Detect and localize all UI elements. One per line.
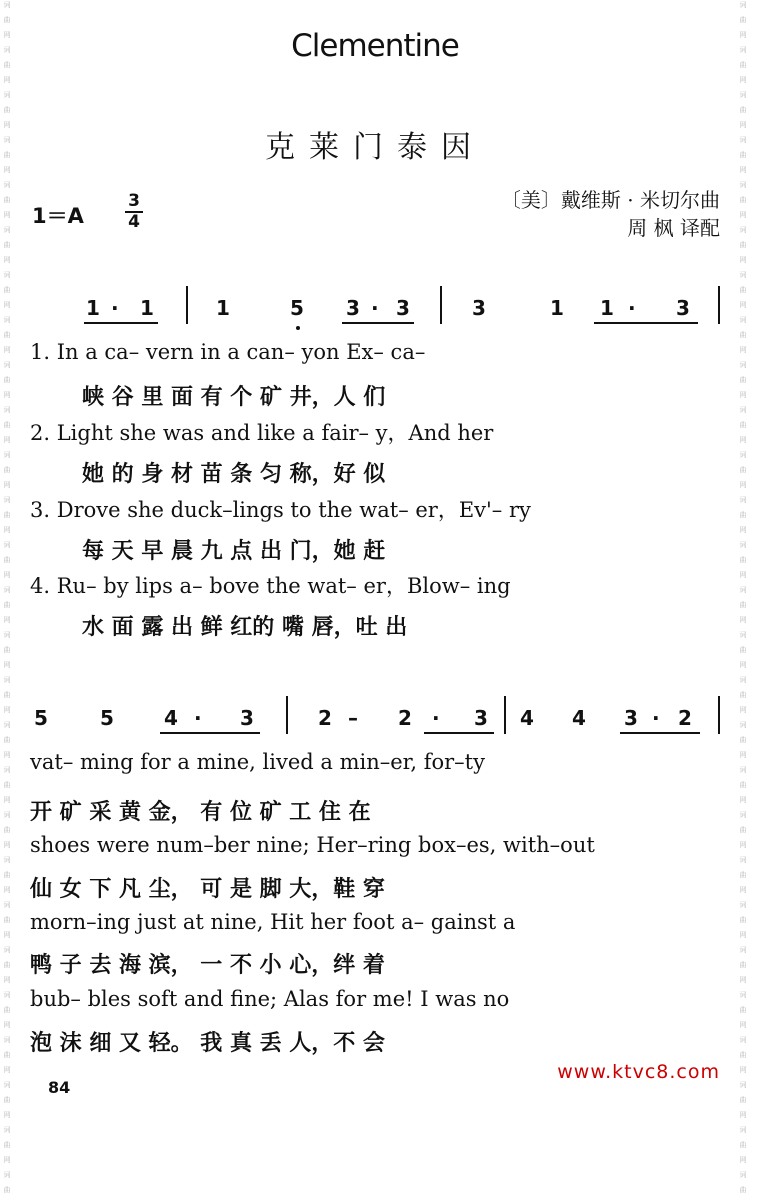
side-watermark-char: 曲 (3, 781, 11, 789)
side-watermark-char: 词 (3, 766, 11, 774)
side-watermark-char: 网 (3, 31, 11, 39)
side-watermark-char: 网 (739, 886, 747, 894)
side-watermark-char: 网 (3, 886, 11, 894)
side-watermark-char: 曲 (3, 961, 11, 969)
side-watermark-char: 网 (739, 436, 747, 444)
side-watermark-char: 词 (739, 856, 747, 864)
side-watermark-char: 词 (3, 271, 11, 279)
side-watermark-char: 词 (739, 811, 747, 819)
note-dot: · (371, 296, 379, 320)
song-subtitle: 克莱门泰因 (265, 130, 485, 165)
side-watermark-char: 曲 (3, 691, 11, 699)
side-watermark-char: 曲 (739, 196, 747, 204)
side-watermark-char: 网 (739, 931, 747, 939)
side-watermark-char: 词 (3, 901, 11, 909)
lyric-verse-4-en: 4. Ru– by lips a– bove the wat– er，Blow– ing (30, 574, 511, 598)
note-dot: · (194, 706, 202, 730)
key-signature: 1＝A (32, 204, 84, 228)
side-watermark-char: 词 (739, 586, 747, 594)
side-watermark-char: 词 (3, 181, 11, 189)
bar-line (440, 286, 442, 324)
lyric-line-4-en: bub– bles soft and fine; Alas for me! I was no (30, 987, 510, 1011)
side-watermark-char: 词 (739, 1081, 747, 1089)
side-watermark-char: 网 (739, 661, 747, 669)
notation-row-2 (28, 706, 728, 736)
side-watermark-char: 曲 (3, 151, 11, 159)
side-watermark-char: 词 (739, 946, 747, 954)
lyric-verse-3-cn: 每 天 早 晨 九 点 出 门，她 赶 (82, 538, 386, 564)
song-title: Clementine (291, 28, 459, 64)
note-dot: · (432, 706, 440, 730)
side-watermark-char: 网 (739, 571, 747, 579)
side-watermark-char: 曲 (739, 916, 747, 924)
bar-line (186, 286, 188, 324)
beam (594, 322, 698, 324)
bar-line (504, 696, 506, 734)
note-dot: · (652, 706, 660, 730)
note: 3 (472, 296, 486, 320)
side-watermark-char: 网 (3, 166, 11, 174)
side-watermark-char: 曲 (3, 331, 11, 339)
side-watermark-char: 曲 (3, 421, 11, 429)
side-watermark-char: 网 (3, 751, 11, 759)
side-watermark-char: 曲 (3, 466, 11, 474)
side-watermark-char: 曲 (3, 1141, 11, 1149)
side-watermark-char: 曲 (739, 511, 747, 519)
lyric-line-3-cn: 鸭 子 去 海 滨， 一 不 小 心，绊 着 (30, 952, 385, 978)
side-watermark-char: 曲 (3, 646, 11, 654)
side-watermark-char: 网 (739, 211, 747, 219)
side-watermark-char: 网 (3, 211, 11, 219)
side-watermark-char: 网 (3, 76, 11, 84)
side-watermark-char: 曲 (3, 286, 11, 294)
composer-credit: 〔美〕戴维斯 · 米切尔曲 (500, 188, 720, 212)
side-watermark-char: 词 (739, 496, 747, 504)
side-watermark-char: 词 (739, 136, 747, 144)
left-watermark-strip (1, 0, 13, 1194)
side-watermark-char: 网 (739, 1156, 747, 1164)
side-watermark-char: 曲 (3, 1096, 11, 1104)
side-watermark-char: 曲 (739, 826, 747, 834)
side-watermark-char: 网 (739, 166, 747, 174)
side-watermark-char: 曲 (3, 556, 11, 564)
side-watermark-char: 网 (739, 301, 747, 309)
side-watermark-char: 网 (739, 346, 747, 354)
side-watermark-char: 曲 (739, 736, 747, 744)
side-watermark-char: 曲 (739, 1141, 747, 1149)
side-watermark-char: 词 (3, 361, 11, 369)
side-watermark-char: 词 (739, 91, 747, 99)
note: 3 (346, 296, 360, 320)
credits (501, 186, 720, 242)
side-watermark-char: 网 (739, 526, 747, 534)
page-number: 84 (48, 1078, 71, 1097)
time-signature (124, 192, 144, 232)
side-watermark-char: 曲 (739, 106, 747, 114)
side-watermark-char: 词 (739, 316, 747, 324)
side-watermark-char: 词 (739, 541, 747, 549)
note-dash: – (348, 706, 358, 730)
side-watermark-char: 曲 (739, 646, 747, 654)
side-watermark-char: 曲 (3, 106, 11, 114)
side-watermark-char: 曲 (739, 61, 747, 69)
side-watermark-char: 网 (739, 391, 747, 399)
note: 3 (240, 706, 254, 730)
beam (424, 732, 494, 734)
side-watermark-char: 词 (739, 1, 747, 9)
side-watermark-char: 网 (3, 616, 11, 624)
side-watermark-char: 词 (3, 1171, 11, 1179)
beam (84, 322, 158, 324)
side-watermark-char: 词 (3, 946, 11, 954)
side-watermark-char: 网 (739, 751, 747, 759)
note: 3 (624, 706, 638, 730)
side-watermark-char: 词 (3, 856, 11, 864)
side-watermark-char: 曲 (739, 556, 747, 564)
side-watermark-char: 词 (739, 181, 747, 189)
side-watermark-char: 词 (3, 451, 11, 459)
side-watermark-char: 网 (739, 796, 747, 804)
note: 1 (140, 296, 154, 320)
site-watermark: www.ktvc8.com (557, 1061, 720, 1083)
note: 1 (86, 296, 100, 320)
side-watermark-char: 曲 (739, 691, 747, 699)
side-watermark-char: 词 (3, 226, 11, 234)
side-watermark-char: 词 (3, 721, 11, 729)
side-watermark-char: 曲 (739, 781, 747, 789)
side-watermark-char: 网 (739, 706, 747, 714)
side-watermark-char: 网 (3, 436, 11, 444)
side-watermark-char: 网 (739, 976, 747, 984)
side-watermark-char: 网 (3, 931, 11, 939)
lyric-verse-3-en: 3. Drove she duck–lings to the wat– er，Ev'– ry (30, 498, 531, 522)
side-watermark-char: 网 (3, 796, 11, 804)
side-watermark-char: 网 (739, 1021, 747, 1029)
side-watermark-char: 网 (3, 121, 11, 129)
side-watermark-char: 曲 (739, 376, 747, 384)
side-watermark-char: 网 (3, 526, 11, 534)
side-watermark-char: 网 (3, 301, 11, 309)
side-watermark-char: 曲 (739, 1006, 747, 1014)
side-watermark-char: 词 (739, 271, 747, 279)
note-dot: · (628, 296, 636, 320)
side-watermark-char: 词 (739, 46, 747, 54)
side-watermark-char: 曲 (3, 871, 11, 879)
side-watermark-char: 词 (739, 676, 747, 684)
side-watermark-char: 网 (739, 31, 747, 39)
side-watermark-char: 词 (739, 766, 747, 774)
side-watermark-char: 词 (739, 226, 747, 234)
side-watermark-char: 网 (3, 976, 11, 984)
lyric-line-1-cn: 开 矿 采 黄 金， 有 位 矿 工 住 在 (30, 799, 371, 825)
side-watermark-char: 网 (3, 1111, 11, 1119)
side-watermark-char: 网 (3, 706, 11, 714)
lyric-verse-1-cn: 峡 谷 里 面 有 个 矿 井，人 们 (82, 384, 386, 410)
side-watermark-char: 词 (3, 991, 11, 999)
side-watermark-char: 词 (739, 991, 747, 999)
side-watermark-char: 词 (3, 1036, 11, 1044)
side-watermark-char: 曲 (3, 1186, 11, 1194)
side-watermark-char: 曲 (739, 466, 747, 474)
note: 3 (396, 296, 410, 320)
side-watermark-char: 词 (3, 676, 11, 684)
lyric-line-1-en: vat– ming for a mine, lived a min–er, for–ty (30, 750, 485, 774)
side-watermark-char: 词 (3, 1, 11, 9)
note: 4 (520, 706, 534, 730)
translator-credit: 周 枫 译配 (627, 216, 720, 240)
side-watermark-char: 词 (3, 136, 11, 144)
side-watermark-char: 网 (3, 391, 11, 399)
side-watermark-char: 网 (3, 1066, 11, 1074)
side-watermark-char: 曲 (739, 241, 747, 249)
side-watermark-char: 词 (739, 406, 747, 414)
side-watermark-char: 曲 (3, 1051, 11, 1059)
side-watermark-char: 词 (739, 721, 747, 729)
note: 3 (676, 296, 690, 320)
side-watermark-char: 曲 (3, 196, 11, 204)
side-watermark-char: 曲 (739, 286, 747, 294)
lyric-verse-2-en: 2. Light she was and like a fair– y，And her (30, 421, 494, 445)
lyric-verse-2-cn: 她 的 身 材 苗 条 匀 称，好 似 (82, 461, 386, 487)
side-watermark-char: 词 (3, 811, 11, 819)
side-watermark-char: 曲 (3, 16, 11, 24)
side-watermark-char: 词 (3, 46, 11, 54)
side-watermark-char: 曲 (739, 16, 747, 24)
side-watermark-char: 网 (3, 256, 11, 264)
bar-line (718, 696, 720, 734)
side-watermark-char: 网 (3, 841, 11, 849)
side-watermark-char: 词 (3, 91, 11, 99)
note: 2 (398, 706, 412, 730)
side-watermark-char: 词 (3, 541, 11, 549)
side-watermark-char: 曲 (739, 421, 747, 429)
side-watermark-char: 词 (739, 1171, 747, 1179)
side-watermark-char: 网 (739, 121, 747, 129)
note: 3 (474, 706, 488, 730)
note: 2 (678, 706, 692, 730)
side-watermark-char: 网 (3, 481, 11, 489)
side-watermark-char: 词 (3, 586, 11, 594)
side-watermark-char: 网 (739, 1066, 747, 1074)
side-watermark-char: 曲 (739, 1186, 747, 1194)
side-watermark-char: 词 (3, 316, 11, 324)
bar-line (718, 286, 720, 324)
side-watermark-char: 网 (3, 661, 11, 669)
side-watermark-char: 网 (3, 1021, 11, 1029)
lyric-verse-1-en: 1. In a ca– vern in a can– yon Ex– ca– (30, 340, 426, 364)
side-watermark-char: 曲 (3, 511, 11, 519)
lyric-line-2-cn: 仙 女 下 凡 尘， 可 是 脚 大，鞋 穿 (30, 876, 385, 902)
side-watermark-char: 曲 (3, 826, 11, 834)
note: 5 (290, 296, 304, 320)
side-watermark-char: 网 (3, 571, 11, 579)
side-watermark-char: 曲 (739, 961, 747, 969)
side-watermark-char: 词 (739, 1126, 747, 1134)
side-watermark-char: 词 (3, 496, 11, 504)
beam (620, 732, 700, 734)
lower-octave-dot (296, 326, 300, 330)
lyric-line-4-cn: 泡 沫 细 又 轻。 我 真 丢 人，不 会 (30, 1030, 385, 1056)
time-top: 3 (128, 191, 140, 211)
note: 1 (550, 296, 564, 320)
side-watermark-char: 词 (3, 406, 11, 414)
side-watermark-char: 网 (739, 1111, 747, 1119)
lyric-line-3-en: morn–ing just at nine, Hit her foot a– gainst a (30, 910, 516, 934)
note: 2 (318, 706, 332, 730)
side-watermark-char: 曲 (739, 151, 747, 159)
note: 1 (600, 296, 614, 320)
side-watermark-char: 词 (739, 451, 747, 459)
note: 5 (100, 706, 114, 730)
side-watermark-char: 词 (3, 631, 11, 639)
lyric-line-2-en: shoes were num–ber nine; Her–ring box–es, with–out (30, 833, 595, 857)
side-watermark-char: 网 (739, 481, 747, 489)
beam (342, 322, 414, 324)
lyric-verse-4-cn: 水 面 露 出 鲜 红的 嘴 唇，吐 出 (82, 614, 408, 640)
side-watermark-char: 词 (739, 1036, 747, 1044)
side-watermark-char: 网 (739, 256, 747, 264)
side-watermark-char: 曲 (3, 1006, 11, 1014)
side-watermark-char: 词 (3, 1126, 11, 1134)
note: 4 (572, 706, 586, 730)
beam (160, 732, 260, 734)
side-watermark-char: 曲 (3, 916, 11, 924)
side-watermark-char: 网 (739, 76, 747, 84)
note: 4 (164, 706, 178, 730)
side-watermark-char: 曲 (739, 1051, 747, 1059)
side-watermark-char: 网 (739, 841, 747, 849)
side-watermark-char: 网 (739, 616, 747, 624)
note: 5 (34, 706, 48, 730)
side-watermark-char: 曲 (3, 61, 11, 69)
side-watermark-char: 网 (3, 1156, 11, 1164)
side-watermark-char: 曲 (3, 241, 11, 249)
side-watermark-char: 曲 (739, 871, 747, 879)
bar-line (286, 696, 288, 734)
side-watermark-char: 曲 (3, 601, 11, 609)
note: 1 (216, 296, 230, 320)
side-watermark-char: 词 (3, 1081, 11, 1089)
side-watermark-char: 曲 (739, 1096, 747, 1104)
notation-row-1 (28, 296, 728, 326)
note-dot: · (111, 296, 119, 320)
side-watermark-char: 词 (739, 901, 747, 909)
side-watermark-char: 词 (739, 361, 747, 369)
time-bottom: 4 (128, 212, 140, 232)
side-watermark-char: 曲 (3, 376, 11, 384)
side-watermark-char: 网 (3, 346, 11, 354)
side-watermark-char: 曲 (739, 331, 747, 339)
side-watermark-char: 曲 (3, 736, 11, 744)
side-watermark-char: 曲 (739, 601, 747, 609)
side-watermark-char: 词 (739, 631, 747, 639)
